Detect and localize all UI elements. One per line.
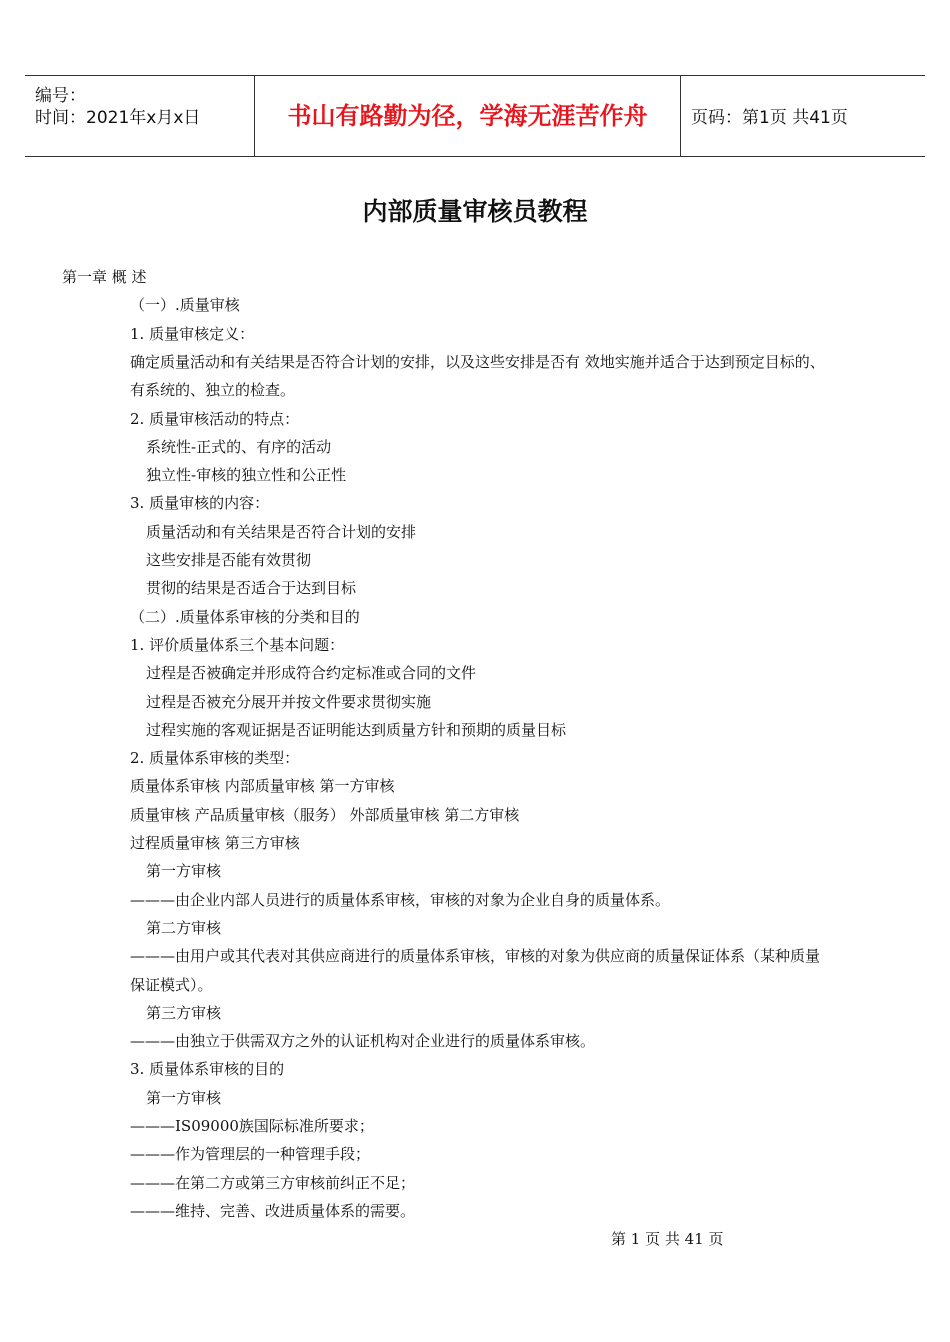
text-line: 系统性-正式的、有序的活动 (146, 437, 332, 456)
text-line: 第一方审核 (146, 1088, 222, 1107)
text-line: 过程是否被充分展开并按文件要求贯彻实施 (146, 692, 432, 711)
document-time-label: 时间：2021年x月x日 (35, 108, 201, 128)
text-line: 第一章 概 述 (62, 268, 147, 286)
document-number-label: 编号： (35, 86, 86, 106)
text-line: 有系统的、独立的检查。 (130, 381, 296, 400)
text-line: 确定质量活动和有关结果是否符合计划的安排，以及这些安排是否有 效地实施并适合于达到预定目标的、 (130, 352, 825, 371)
page-header (25, 75, 925, 157)
text-line: 1. 评价质量体系三个基本问题： (130, 635, 345, 654)
text-line: 这些安排是否能有效贯彻 (146, 551, 312, 569)
text-line: 过程质量审核 第三方审核 (130, 834, 300, 852)
text-line: ———由用户或其代表对其供应商进行的质量体系审核，审核的对象为供应商的质量保证体系（某种质量 (130, 947, 821, 966)
text-line: 质量体系审核 内部质量审核 第一方审核 (130, 777, 395, 796)
text-line: 保证模式）。 (130, 975, 213, 994)
text-line: （一）.质量审核 (130, 296, 240, 315)
header-motto: 书山有路勤为径，学海无涯苦作舟 (255, 76, 681, 156)
text-line: 质量审核 产品质量审核（服务） 外部质量审核 第二方审核 (130, 805, 520, 824)
text-line: 第二方审核 (146, 918, 222, 937)
text-line: 第一方审核 (146, 862, 222, 881)
text-line: ———维持、完善、改进质量体系的需要。 (130, 1201, 416, 1220)
text-line: 独立性-审核的独立性和公正性 (146, 466, 347, 485)
text-line: ———作为管理层的一种管理手段； (130, 1145, 371, 1164)
header-meta-cell (25, 76, 255, 156)
text-line: ———由企业内部人员进行的质量体系审核，审核的对象为企业自身的质量体系。 (130, 890, 671, 909)
text-line: ———IS09000族国际标准所要求； (130, 1117, 374, 1135)
text-line: 2. 质量体系审核的类型： (130, 749, 300, 768)
text-line: ———在第二方或第三方审核前纠正不足； (130, 1173, 416, 1192)
text-line: 1. 质量审核定义： (130, 324, 255, 343)
document-title: 内部质量审核员教程 (362, 197, 588, 226)
text-line: 贯彻的结果是否适合于达到目标 (146, 579, 357, 598)
page-footer: 第 1 页 共 41 页 (611, 1230, 724, 1248)
text-line: （二）.质量体系审核的分类和目的 (130, 607, 360, 626)
text-line: 2. 质量审核活动的特点： (130, 409, 300, 428)
text-line: ———由独立于供需双方之外的认证机构对企业进行的质量体系审核。 (130, 1032, 596, 1051)
text-line: 第三方审核 (146, 1003, 222, 1022)
text-line: 质量活动和有关结果是否符合计划的安排 (146, 522, 417, 541)
header-page-label: 页码：第1页 共41页 (691, 108, 848, 128)
text-line: 3. 质量审核的内容： (130, 494, 270, 513)
text-line: 过程实施的客观证据是否证明能达到质量方针和预期的质量目标 (146, 720, 567, 739)
text-line: 过程是否被确定并形成符合约定标准或合同的文件 (146, 664, 477, 683)
text-line: 3. 质量体系审核的目的 (130, 1060, 285, 1079)
